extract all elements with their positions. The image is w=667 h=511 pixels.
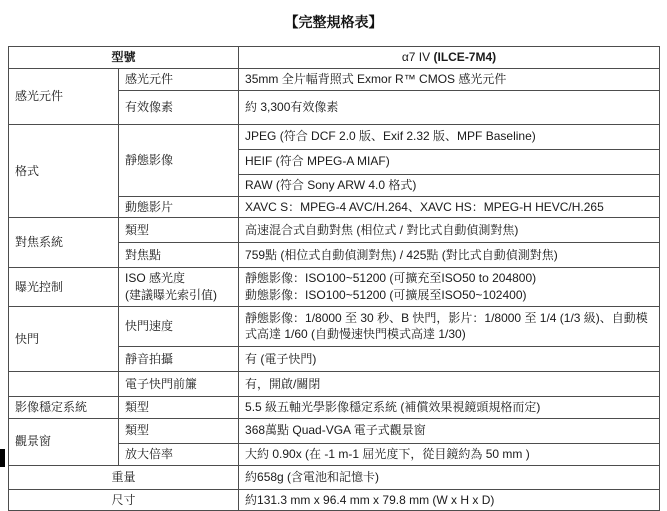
sub-label-efcs: 電子快門前簾: [119, 371, 239, 396]
table-row-viewfinder-type: [9, 418, 660, 443]
model-name: α7 IV: [401, 50, 434, 64]
table-row-focus-type: [9, 218, 660, 243]
value-shutter-speed: 靜態影像：1/8000 至 30 秒、B 快門，影片：1/8000 至 1/4 (1/3 級)、自動模式高達 1/60 (自動慢速快門模式高達 1/30): [239, 306, 660, 346]
iso-label-line2: (建議曝光索引值): [125, 288, 217, 303]
category-cell-focus: 對焦系統: [9, 218, 119, 268]
category-cell-format: 格式: [9, 124, 119, 218]
value-weight: 約658g (含電池和記憶卡): [239, 465, 660, 489]
value-format-movie: XAVC S：MPEG-4 AVC/H.264、XAVC HS：MPEG-H HEVC/H.265: [239, 196, 660, 218]
table-row-weight: [9, 465, 660, 489]
sub-label-focus-points: 對焦點: [119, 243, 239, 268]
category-cell-shutter: 快門: [9, 306, 119, 371]
value-effective-pixels: 約 3,300有效像素: [239, 90, 660, 124]
label-cell-weight: 重量: [9, 465, 239, 489]
sub-label-movie: 動態影片: [119, 196, 239, 218]
value-focus-type: 高速混合式自動對焦 (相位式 / 對比式自動偵測對焦): [239, 218, 660, 243]
table-row-sensor-type: [9, 68, 660, 90]
table-row-efcs: [9, 371, 660, 396]
table-row-shutter-speed: [9, 306, 660, 346]
value-stabilization-type: 5.5 級五軸光學影像穩定系統 (補償效果視鏡頭規格而定): [239, 396, 660, 418]
sub-label-silent-shooting: 靜音拍攝: [119, 346, 239, 371]
iso-label-line1: ISO 感光度: [125, 271, 186, 286]
sub-label-stabilization-type: 類型: [119, 396, 239, 418]
iso-value-line1: 靜態影像：ISO100~51200 (可擴充至ISO50 to 204800): [245, 271, 537, 286]
category-cell-empty: [9, 371, 119, 396]
value-focus-points: 759點 (相位式自動偵測對焦) / 425點 (對比式自動偵測對焦): [239, 243, 660, 268]
label-cell-dimensions: 尺寸: [9, 489, 239, 511]
table-row-iso: [9, 268, 660, 307]
value-efcs: 有，開啟/關閉: [239, 371, 660, 396]
model-label-cell: 型號: [9, 47, 239, 69]
model-code: (ILCE-7M4): [433, 50, 497, 64]
value-iso: [239, 268, 660, 307]
value-sensor-type: 35mm 全片幅背照式 Exmor R™ CMOS 感光元件: [239, 68, 660, 90]
value-format-jpeg: JPEG (符合 DCF 2.0 版、Exif 2.32 版、MPF Baseline): [239, 124, 660, 149]
table-row-dimensions: [9, 489, 660, 511]
model-value-cell: [239, 47, 660, 69]
sub-label-viewfinder-type: 類型: [119, 418, 239, 443]
sub-label-focus-type: 類型: [119, 218, 239, 243]
table-row-stabilization: [9, 396, 660, 418]
value-dimensions: 約131.3 mm x 96.4 mm x 79.8 mm (W x H x D): [239, 489, 660, 511]
category-cell-viewfinder: 觀景窗: [9, 418, 119, 465]
category-cell-sensor: 感光元件: [9, 68, 119, 124]
table-row-format-jpeg: [9, 124, 660, 149]
value-silent-shooting: 有 (電子快門): [239, 346, 660, 371]
sub-label-still-image: 靜態影像: [119, 124, 239, 196]
sub-label-iso: [119, 268, 239, 307]
iso-value-line2: 動態影像：ISO100~51200 (可擴展至ISO50~102400): [245, 288, 527, 303]
left-edge-mark: [0, 449, 5, 467]
value-viewfinder-type: 368萬點 Quad-VGA 電子式觀景窗: [239, 418, 660, 443]
sub-label-sensor-type: 感光元件: [119, 68, 239, 90]
sub-label-shutter-speed: 快門速度: [119, 306, 239, 346]
category-cell-exposure: 曝光控制: [9, 268, 119, 307]
category-cell-stabilization: 影像穩定系統: [9, 396, 119, 418]
spec-table: [8, 46, 660, 511]
page-title: 【完整規格表】: [284, 14, 383, 30]
sub-label-effective-pixels: 有效像素: [119, 90, 239, 124]
table-row-model: [9, 47, 660, 69]
sub-label-magnification: 放大倍率: [119, 443, 239, 465]
value-magnification: 大約 0.90x (在 -1 m-1 屈光度下，從目鏡約為 50 mm ): [239, 443, 660, 465]
value-format-heif: HEIF (符合 MPEG-A MIAF): [239, 149, 660, 174]
value-format-raw: RAW (符合 Sony ARW 4.0 格式): [239, 174, 660, 196]
